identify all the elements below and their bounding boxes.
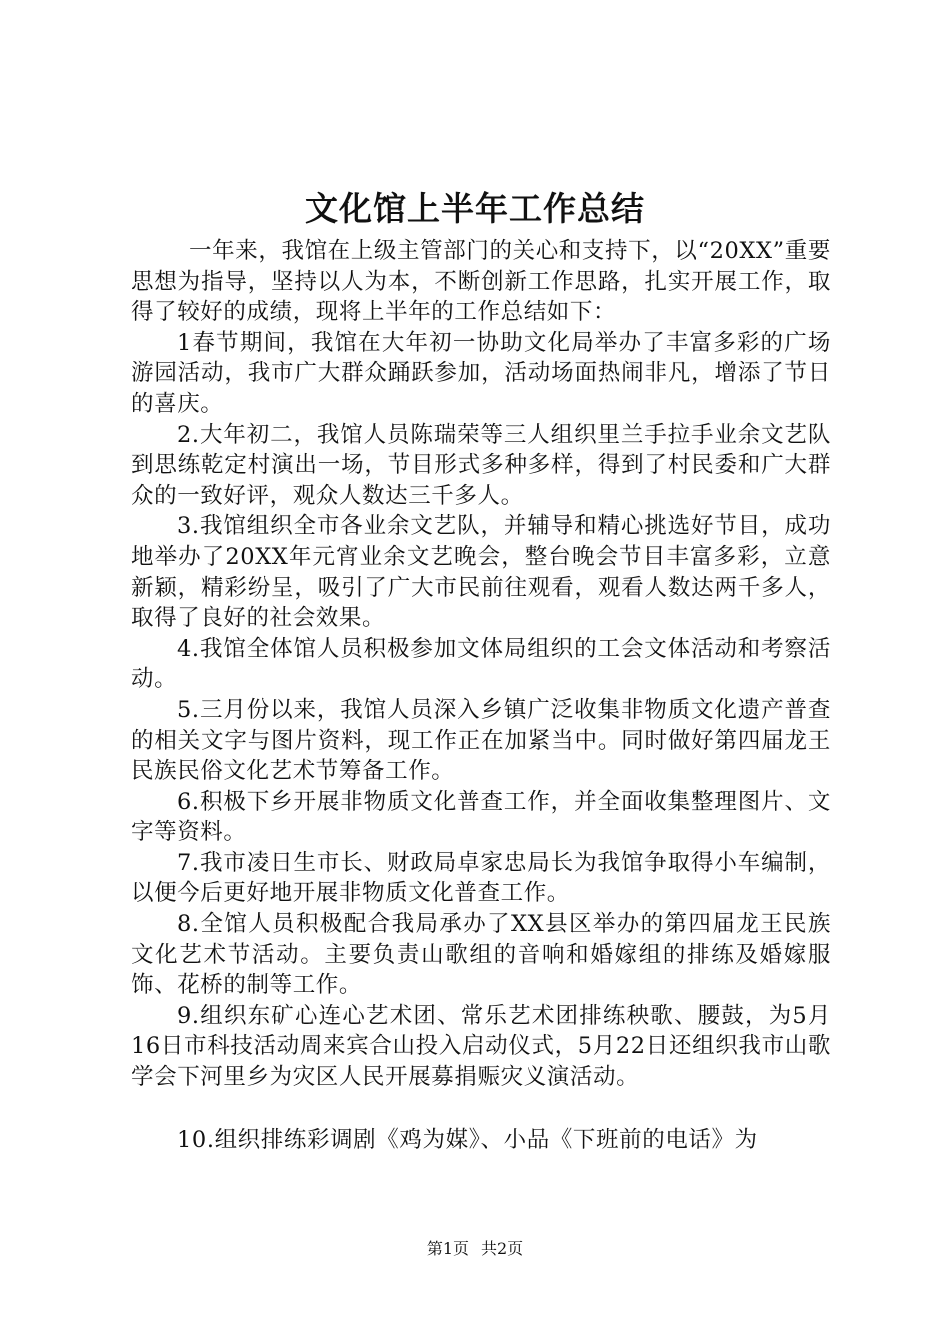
paragraph-item-10: 10.组织排练彩调剧《鸡为媒》、小品《下班前的电话》为 [177, 1126, 758, 1153]
paragraph-item-3: 3.我馆组织全市各业余文艺队，并辅导和精心挑选好节目，成功地举办了20XX年元宵业余文艺晚会，整台晚会节目丰富多彩，立意新颖，精彩纷呈，吸引了广大市民前往观看，观看人数达两千多人，取得了良好的社会效果。 [131, 513, 831, 632]
paragraph-item-4: 4.我馆全体馆人员积极参加文体局组织的工会文体活动和考察活动。 [131, 635, 831, 693]
paragraph-item-2: 2.大年初二，我馆人员陈瑞荣等三人组织里兰手拉手业余文艺队到思练乾定村演出一场，节目形式多种多样，得到了村民委和广大群众的一致好评，观众人数达三千多人。 [131, 421, 831, 509]
document-title: 文化馆上半年工作总结 [305, 189, 645, 228]
page-footer [0, 1237, 950, 1261]
page-number: 第1页 [426, 1239, 469, 1258]
paragraph-item-9: 9.组织东矿心连心艺术团、常乐艺术团排练秧歌、腰鼓，为5月16日市科技活动周来宾合山投入启动仪式，5月22日还组织我市山歌学会下河里乡为灾区人民开展募捐赈灾义演活动。 [131, 1002, 831, 1091]
paragraph-item-5: 5.三月份以来，我馆人员深入乡镇广泛收集非物质文化遗产普查的相关文字与图片资料，现工作正在加紧当中。同时做好第四届龙王民族民俗文化艺术节筹备工作。 [131, 696, 831, 785]
paragraph-item-1: 1春节期间，我馆在大年初一协助文化局举办了丰富多彩的广场游园活动，我市广大群众踊跃参加，活动场面热闹非凡，增添了节日的喜庆。 [131, 329, 831, 417]
paragraph-item-7: 7.我市凌日生市长、财政局卓家忠局长为我馆争取得小车编制，以便今后更好地开展非物质文化普查工作。 [131, 849, 831, 907]
paragraph-intro: 一年来，我馆在上级主管部门的关心和支持下，以“20XX”重要思想为指导，坚持以人为本，不断创新工作思路，扎实开展工作，取得了较好的成绩，现将上半年的工作总结如下： [131, 238, 831, 326]
paragraph-item-8: 8.全馆人员积极配合我局承办了XX县区举办的第四届龙王民族文化艺术节活动。主要负责山歌组的音响和婚嫁组的排练及婚嫁服饰、花桥的制等工作。 [131, 911, 831, 999]
page-total: 共2页 [481, 1239, 524, 1258]
paragraph-item-6: 6.积极下乡开展非物质文化普查工作，并全面收集整理图片、文字等资料。 [131, 788, 831, 846]
document-body [131, 236, 831, 1155]
